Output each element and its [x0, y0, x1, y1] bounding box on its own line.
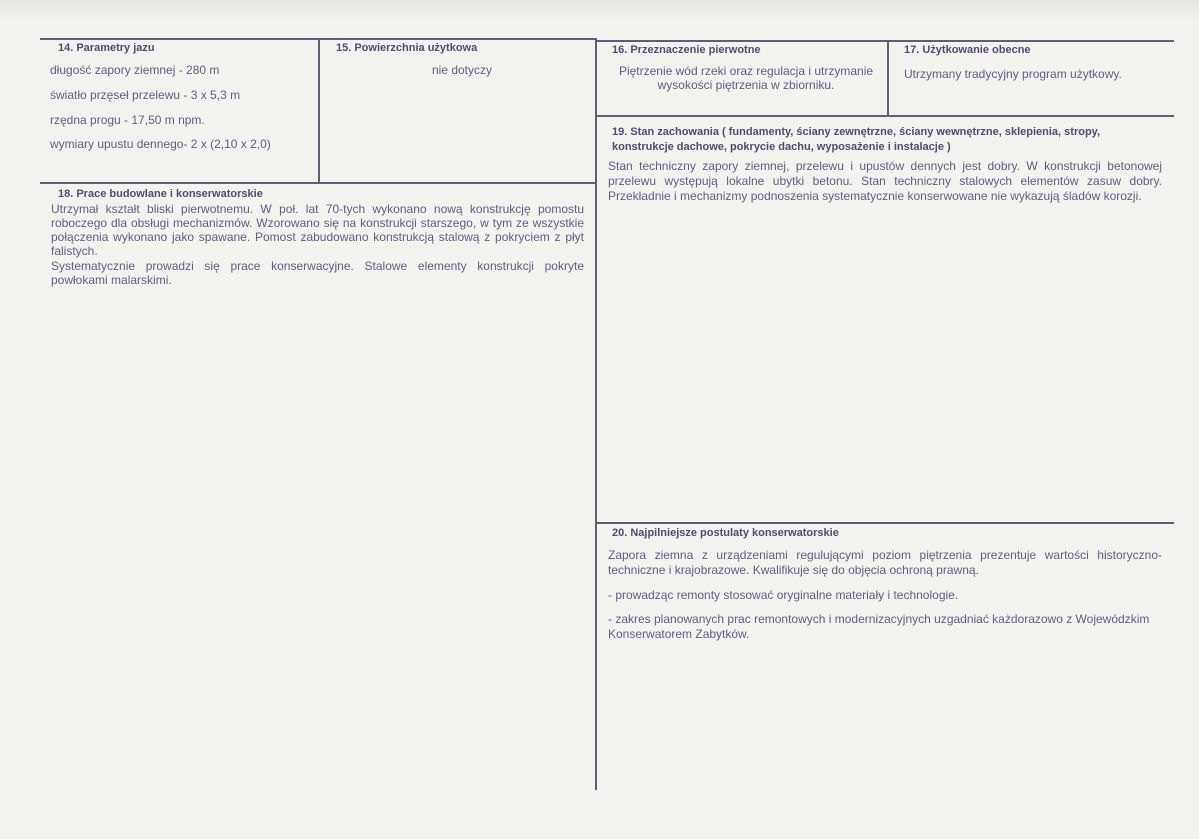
- section-title: 19. Stan zachowania ( fundamenty, ściany zewnętrzne, ściany wewnętrzne, sklepienia, stropy, konstrukcje dachowe, pokrycie dachu, wyposażenie i instalacje ): [612, 126, 1101, 153]
- section-title: 15. Powierzchnia użytkowa: [336, 42, 478, 54]
- scan-top-edge: [0, 0, 1199, 22]
- section-paragraph: Systematycznie prowadzi się prace konserwacyjne. Stalowe elementy konstrukcji pokryte powłokami malarskimi.: [51, 259, 584, 287]
- section-value: nie dotyczy: [431, 63, 493, 77]
- section-title: 18. Prace budowlane i konserwatorskie: [58, 188, 263, 200]
- section-paragraph: Utrzymał kształt bliski pierwotnemu. W poł. lat 70-tych wykonano nową konstrukcję pomostu roboczego dla obsługi mechanizmów. Wzorowano się na konstrukcji starszego, w tym ze wszystkie połączenia wykonano jako spawane. Pomost zabudowano konstrukcją stalową z pokryciem z płyt falistych.: [51, 202, 584, 258]
- section-18-prace: [51, 188, 584, 287]
- section-17-uzytkowanie: [904, 44, 1166, 82]
- section-16-przeznaczenie: [612, 44, 880, 108]
- rule: [596, 40, 1174, 42]
- section-value: Utrzymany tradycyjny program użytkowy.: [904, 67, 1122, 81]
- rule: [40, 182, 596, 184]
- parameter-line: długość zapory ziemnej - 280 m: [50, 63, 220, 77]
- section-19-stan-zachowania: [608, 125, 1162, 204]
- section-title: 16. Przeznaczenie pierwotne: [612, 44, 761, 56]
- section-paragraph: - zakres planowanych prac remontowych i modernizacyjnych uzgadniać każdorazowo z Wojewódzkim Konserwatorem Zabytków.: [608, 612, 1150, 641]
- section-20-postulaty: [608, 527, 1162, 642]
- section-title: 14. Parametry jazu: [58, 42, 155, 54]
- rule: [596, 115, 1174, 117]
- section-14-parametry-jazu: [50, 42, 312, 152]
- rule: [887, 40, 889, 116]
- parameter-line: rzędna progu - 17,50 m npm.: [50, 113, 205, 127]
- section-15-powierzchnia: [336, 42, 588, 78]
- rule: [595, 38, 597, 790]
- rule: [596, 522, 1174, 524]
- section-paragraph: Stan techniczny zapory ziemnej, przelewu i upustów dennych jest dobry. W konstrukcji betonowej przelewu występują lokalne ubytki betonu. Stan techniczny stalowych elementów zasuw dobry. Przekładnie i mechanizmy podnoszenia systematycznie konserwowane nie wykazują śladów korozji.: [608, 159, 1162, 203]
- section-paragraph: Zapora ziemna z urządzeniami regulującymi poziom piętrzenia prezentuje wartości historyczno-techniczne i krajobrazowe. Kwalifikuje się do objęcia ochroną prawną.: [608, 548, 1162, 577]
- section-paragraph: - prowadząc remonty stosować oryginalne materiały i technologie.: [608, 588, 959, 602]
- rule: [318, 38, 320, 183]
- section-title: 17. Użytkowanie obecne: [904, 44, 1031, 56]
- parameter-line: wymiary upustu dennego- 2 x (2,10 x 2,0): [50, 137, 271, 151]
- section-value: Piętrzenie wód rzeki oraz regulacja i utrzymanie wysokości piętrzenia w zbiorniku.: [618, 64, 874, 92]
- parameter-line: światło przęseł przelewu - 3 x 5,3 m: [50, 88, 241, 102]
- section-title: 20. Najpilniejsze postulaty konserwatorskie: [612, 527, 839, 539]
